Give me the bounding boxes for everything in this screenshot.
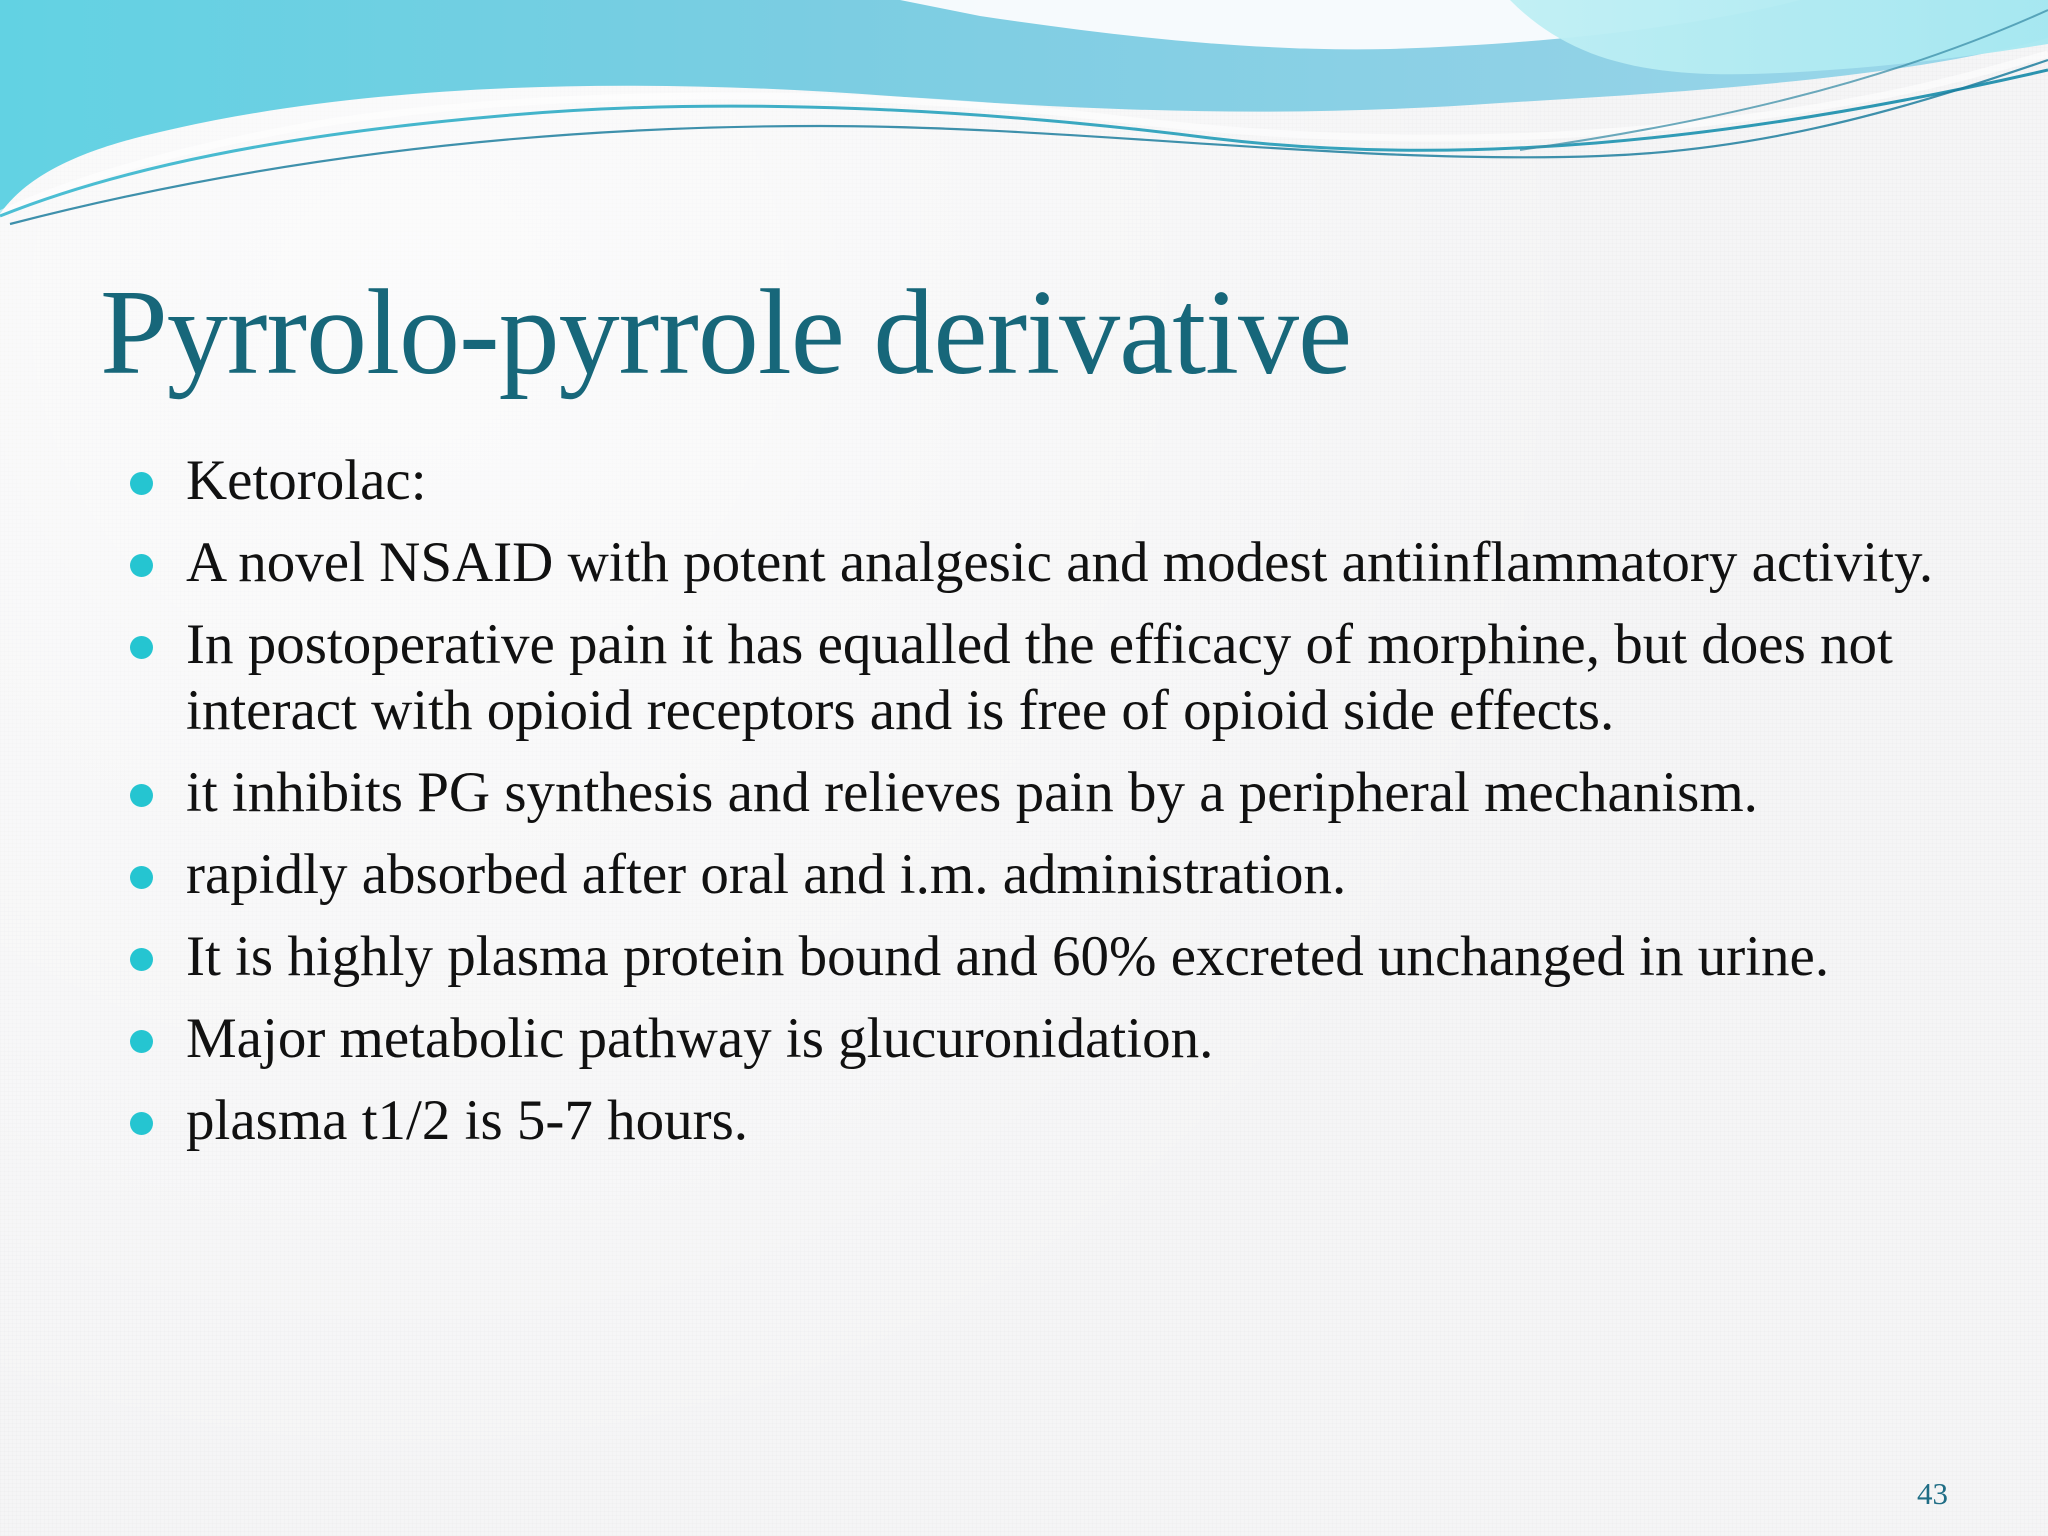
bullet-dot-icon (130, 1112, 153, 1135)
page-number: 43 (1917, 1476, 1948, 1511)
bullet-text: Major metabolic pathway is glucuronidation. (186, 1007, 1214, 1070)
bullet-item-ketorolac (126, 448, 1986, 514)
bullet-dot-icon (130, 1030, 153, 1053)
bullet-text: rapidly absorbed after oral and i.m. administration. (186, 843, 1347, 906)
bullet-dot-icon (130, 948, 153, 971)
slide-title: Pyrrolo-pyrrole derivative (100, 265, 1352, 400)
top-wave-decoration (0, 0, 2048, 240)
bullet-dot-icon (130, 472, 153, 495)
bullet-item-half-life (126, 1088, 1986, 1154)
bullet-text: it inhibits PG synthesis and relieves pain by a peripheral mechanism. (186, 761, 1758, 824)
bullet-text: Ketorolac: (186, 449, 427, 512)
bullet-text: In postoperative pain it has equalled the efficacy of morphine, but does not interact with opioid receptors and is free of opioid side effects. (186, 613, 1893, 742)
bullet-text: It is highly plasma protein bound and 60% excreted unchanged in urine. (186, 925, 1830, 988)
bullet-list (126, 448, 1986, 1170)
bullet-dot-icon (130, 554, 153, 577)
bullet-dot-icon (130, 636, 153, 659)
bullet-item-novel-nsaid (126, 530, 1986, 596)
bullet-item-protein-binding (126, 924, 1986, 990)
bullet-item-pg-synthesis (126, 760, 1986, 826)
bullet-text: A novel NSAID with potent analgesic and modest antiinflammatory activity. (186, 531, 1934, 594)
bullet-item-postoperative-pain (126, 612, 1986, 744)
bullet-dot-icon (130, 866, 153, 889)
bullet-item-metabolic-pathway (126, 1006, 1986, 1072)
bullet-dot-icon (130, 784, 153, 807)
bullet-text: plasma t1/2 is 5-7 hours. (186, 1089, 749, 1152)
bullet-item-absorption (126, 842, 1986, 908)
